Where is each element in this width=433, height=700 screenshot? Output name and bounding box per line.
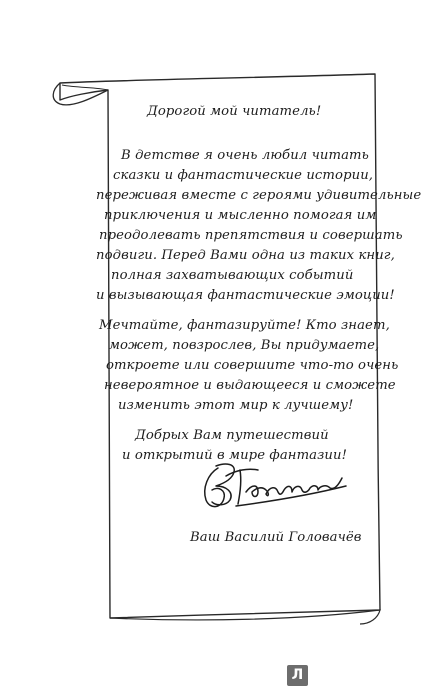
letter-salutation: Дорогой мой читатель! [147, 104, 322, 119]
paragraph1-line: и вызывающая фантастические эмоции! [96, 288, 395, 303]
paragraph2-line: откроете или совершите что-то очень [106, 358, 399, 373]
closing-line: и открытий в мире фантазии! [122, 448, 348, 463]
paragraph1-line: преодолевать препятствия и совершать [99, 228, 403, 243]
publisher-logo-badge: Л [287, 665, 308, 686]
closing-line: Добрых Вам путешествий [135, 428, 329, 443]
paragraph2-line: невероятное и выдающееся и сможете [104, 378, 396, 393]
paragraph1-line: переживая вместе с героями удивительные [96, 188, 422, 203]
paragraph1-line: сказки и фантастические истории, [113, 168, 374, 183]
signature [196, 456, 356, 516]
paragraph1-line: полная захватывающих событий [111, 268, 354, 283]
paragraph1-line: подвиги. Перед Вами одна из таких книг, [96, 248, 395, 263]
paragraph2-line: Мечтайте, фантазируйте! Кто знает, [99, 318, 390, 333]
paragraph2-line: изменить этот мир к лучшему! [118, 398, 354, 413]
paragraph1-line: В детстве я очень любил читать [121, 148, 369, 163]
paragraph2-line: может, повзрослев, Вы придумаете, [109, 338, 380, 353]
paragraph1-line: приключения и мысленно помогая им [104, 208, 377, 223]
letter-signoff: Ваш Василий Головачёв [190, 530, 362, 545]
